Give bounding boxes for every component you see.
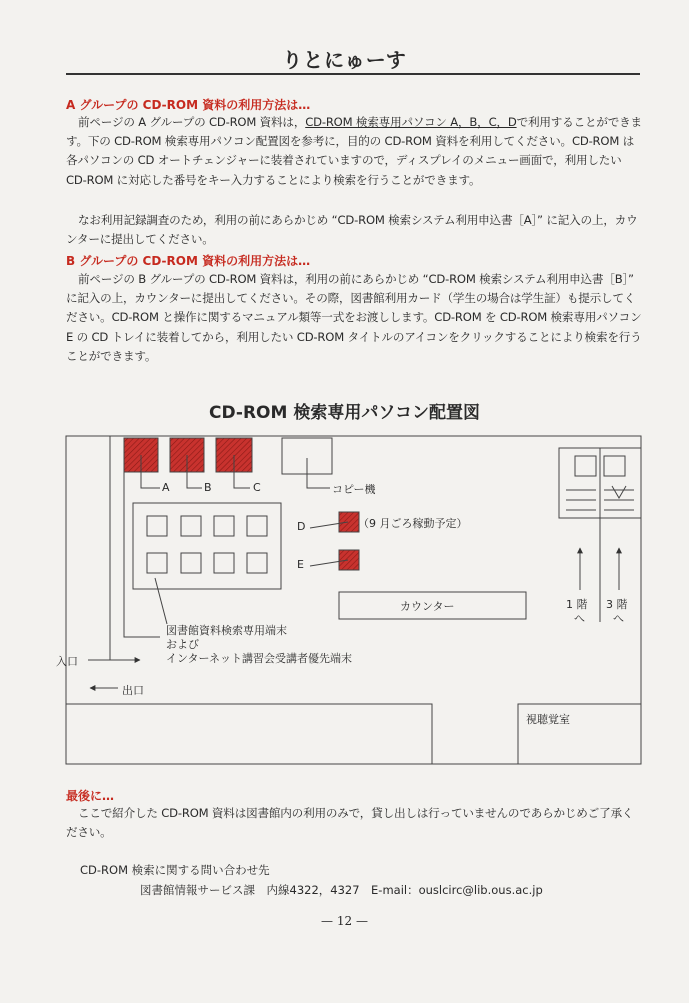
- section-b-paragraph: 前ページの B グループの CD-ROM 資料は，利用の前にあらかじめ “CD-ROM 検索システム利用申込書［B］” に記入の上，カウンターに提出してください。その際，図書館利用カード（学生の場合は学生証）も提示してください。CD-ROM と操作に関するマニュアル類等一式をお渡しします。CD-ROM を CD-ROM 検索専用パソコン E の CD トレイに装着してから，利用したい CD-ROM タイトルのアイコンをクリックすることにより検索を行うことができます。: [66, 272, 642, 363]
- terminal-1: [147, 516, 167, 536]
- terminal-6: [181, 553, 201, 573]
- elevator-2: [604, 456, 625, 476]
- label-floor3-arrow: へ: [613, 612, 624, 625]
- section-a-p1-underlined: CD-ROM 検索専用パソコン A，B，C，D: [305, 115, 517, 129]
- label-av-room: 視聴覚室: [526, 713, 570, 726]
- label-b: B: [204, 481, 212, 494]
- diagram-title: CD-ROM 検索専用パソコン配置図: [209, 403, 480, 423]
- elevator-1: [575, 456, 596, 476]
- label-d-note: （9 月ごろ稼動予定）: [358, 517, 468, 530]
- label-counter: カウンター: [400, 600, 455, 613]
- terminal-3: [214, 516, 234, 536]
- section-a-p1-post: で利用することができます。下の CD-ROM 検索専用パソコン配置図を参考に，目的の CD-ROM 資料を利用してください。CD-ROM は各パソコンの CD オートチェンジャーに装着されていますので，ディスプレイのメニュー画面で，利用したい CD-ROM に対応した番号をキー入力することにより検索を行うことができます。: [66, 115, 642, 187]
- wall-inner-1: [124, 472, 160, 637]
- terminal-8: [247, 553, 267, 573]
- label-entrance: 入口: [56, 655, 78, 668]
- label-terminal-1: 図書館資料検索専用端末: [166, 624, 287, 637]
- contact-title: CD-ROM 検索に関する問い合わせ先: [80, 863, 270, 877]
- last-paragraph: ここで紹介した CD-ROM 資料は図書館内の利用のみで，貸し出しは行っていませんのであらかじめご了承ください。: [66, 806, 634, 840]
- page-number: — 12 —: [321, 914, 368, 928]
- label-e: E: [297, 558, 304, 571]
- pc-e: [339, 550, 359, 570]
- label-terminal-3: インターネット講習会受講者優先端末: [166, 652, 353, 665]
- label-copier: コピー機: [332, 483, 376, 496]
- page-title: りとにゅーす: [282, 48, 407, 72]
- label-d: D: [297, 520, 306, 533]
- contact-detail: 図書館情報サービス課 内線4322，4327 E-mail：ouslcirc@lib.ous.ac.jp: [140, 883, 543, 897]
- label-c: C: [253, 481, 261, 494]
- terminal-5: [147, 553, 167, 573]
- terminal-2: [181, 516, 201, 536]
- label-floor1: 1 階: [566, 598, 588, 611]
- bottom-room-left: [66, 704, 432, 764]
- label-terminal-2: および: [166, 638, 199, 651]
- section-a-p1-pre: 前ページの A グループの CD-ROM 資料は，: [78, 115, 306, 129]
- label-floor3: 3 階: [606, 598, 628, 611]
- label-a: A: [162, 481, 170, 494]
- label-exit: 出口: [122, 684, 144, 697]
- terminal-4: [247, 516, 267, 536]
- leader-copier: [307, 458, 330, 488]
- pc-d: [339, 512, 359, 532]
- label-floor1-arrow: へ: [574, 612, 585, 625]
- last-heading: 最後に…: [66, 789, 115, 803]
- terminal-7: [214, 553, 234, 573]
- section-a-heading: A グループの CD-ROM 資料の利用方法は…: [66, 98, 311, 112]
- section-a-paragraph-2: なお利用記録調査のため，利用の前にあらかじめ “CD-ROM 検索システム利用申込書［A］” に記入の上，カウンターに提出してください。: [66, 213, 638, 247]
- leader-terminal: [155, 578, 167, 624]
- section-b-heading: B グループの CD-ROM 資料の利用方法は…: [66, 254, 311, 268]
